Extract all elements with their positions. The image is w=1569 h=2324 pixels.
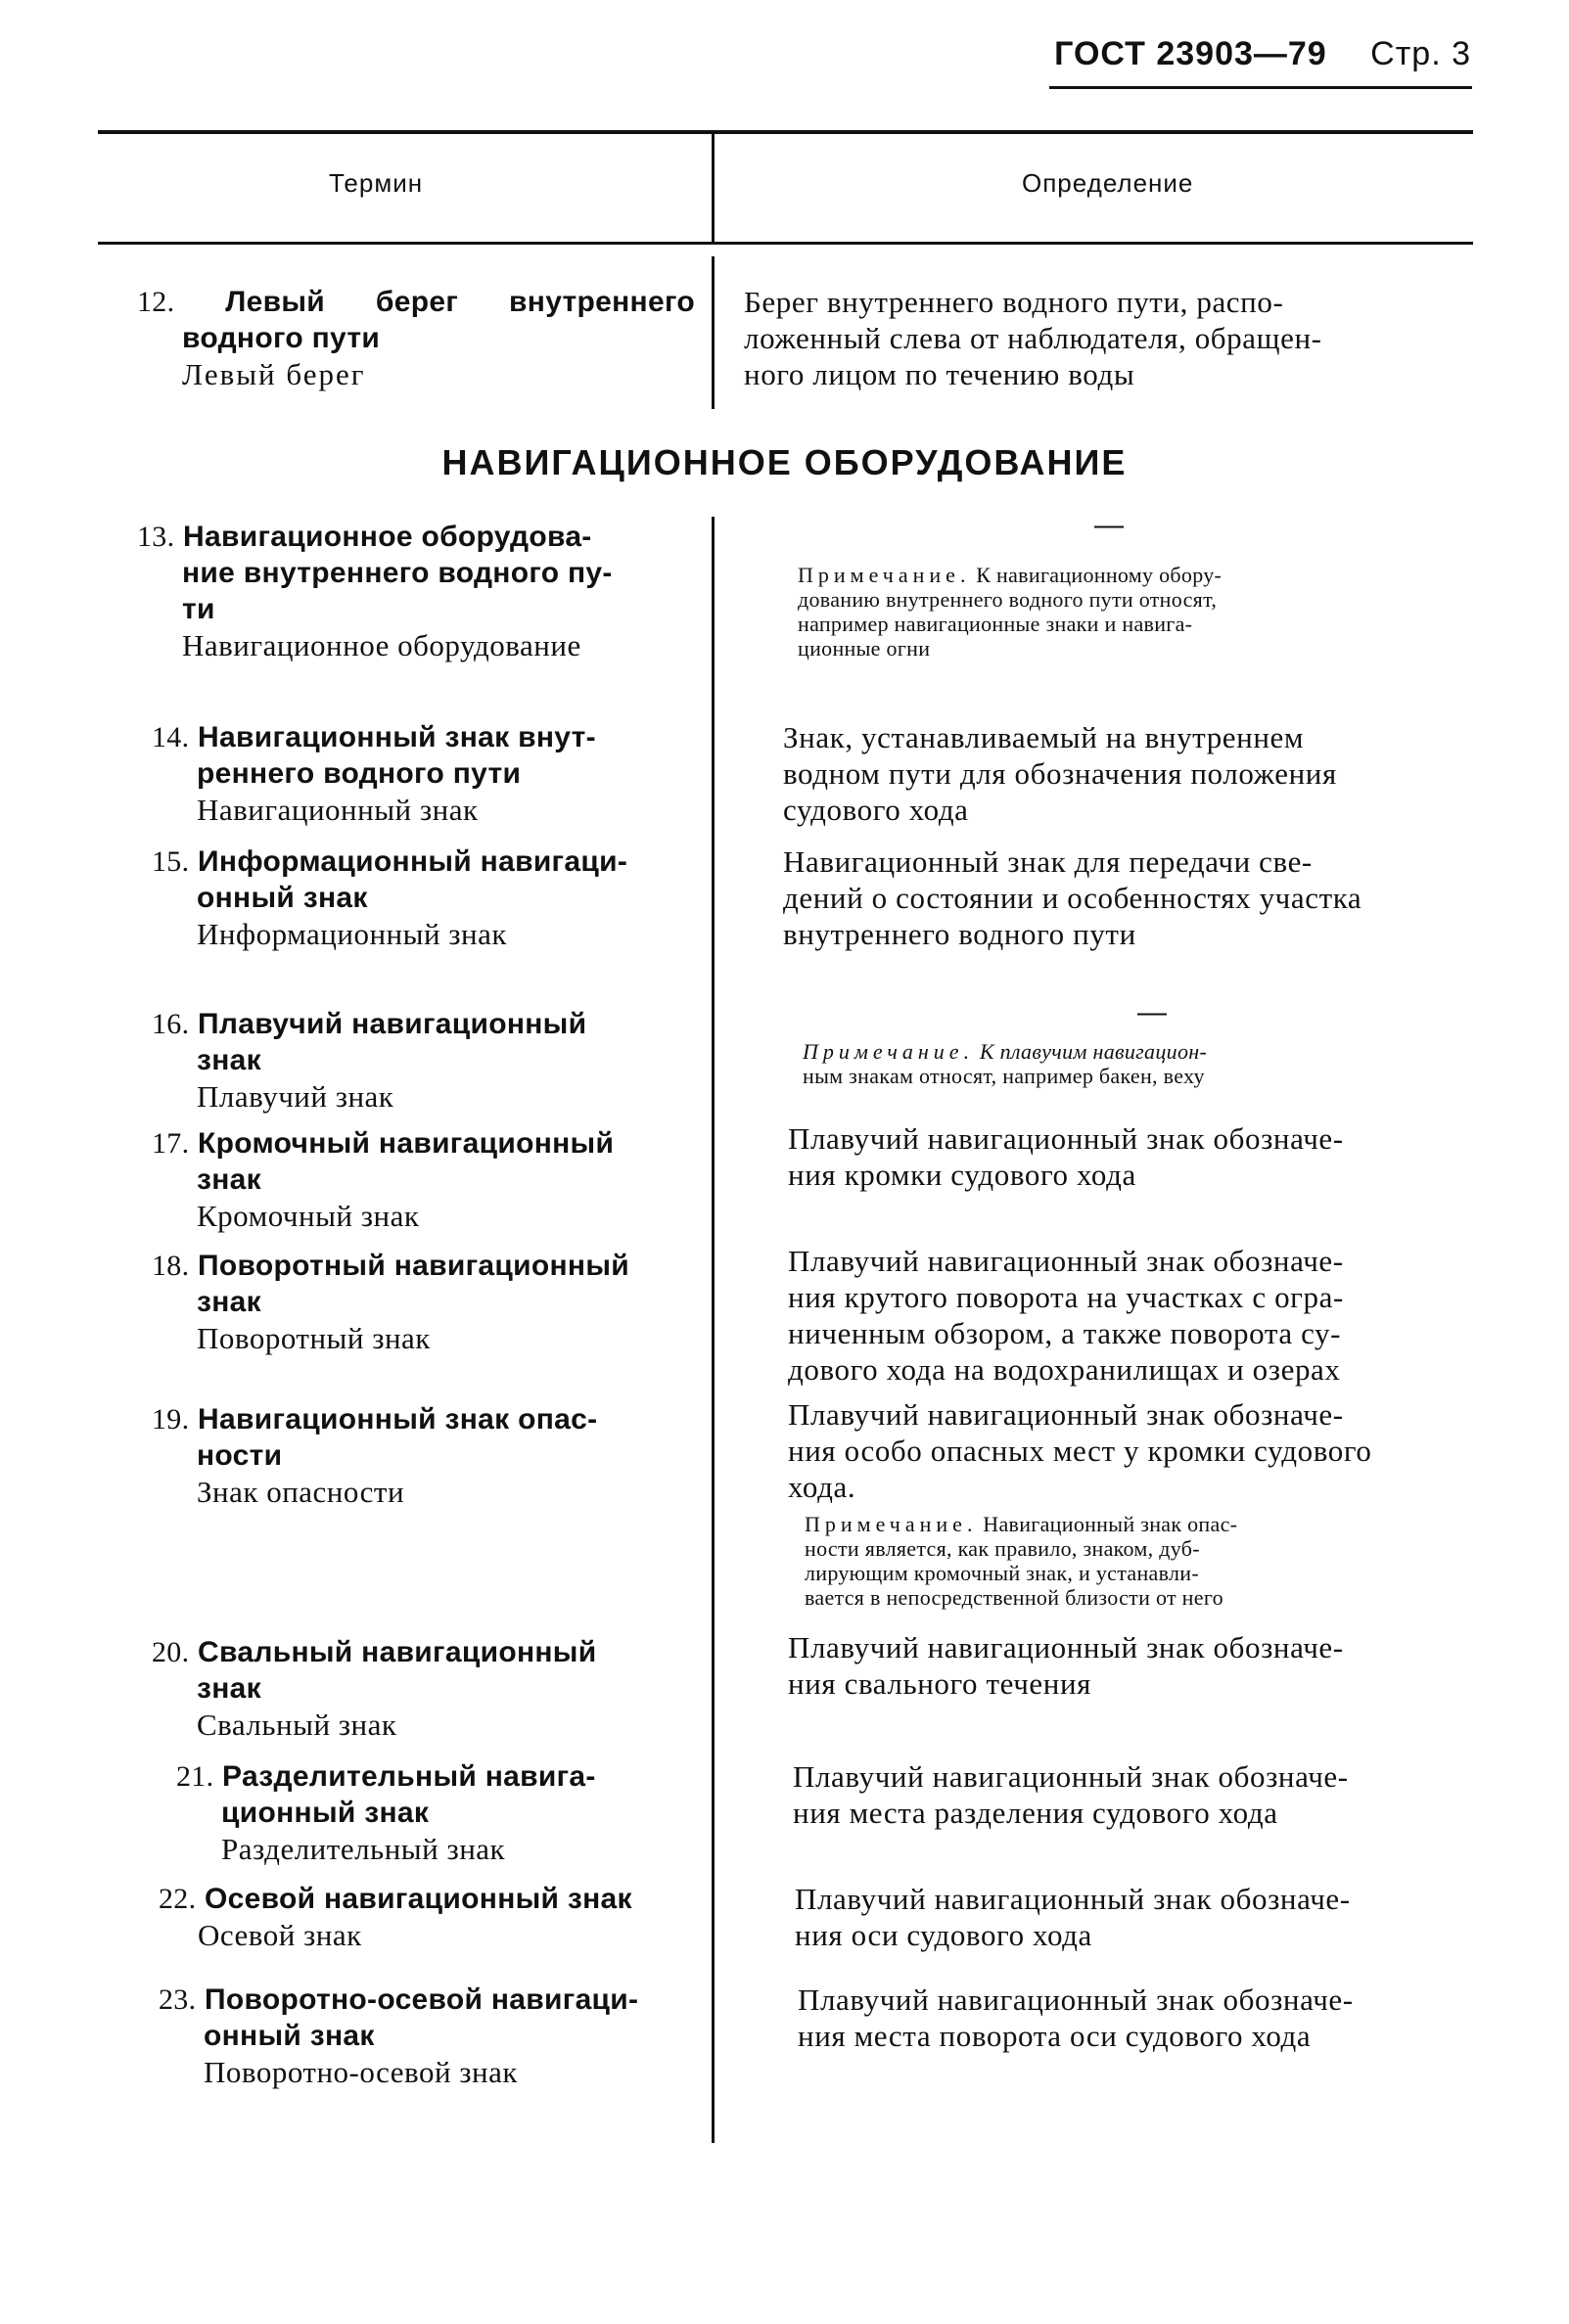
header-underline — [1049, 86, 1472, 89]
note-line: Примечание. К плавучим навигацион- — [803, 1039, 1208, 1064]
term-entry-14 — [152, 719, 710, 828]
definition-entry-19 — [788, 1396, 1537, 1505]
table-top-rule — [98, 130, 1473, 134]
term-short: Левый берег — [182, 357, 366, 391]
term-entry-20 — [152, 1634, 710, 1743]
note-line: например навигационные знаки и навига- — [798, 612, 1193, 636]
term-line: 12. Левый берег внутреннего — [137, 286, 695, 318]
note-label: Примечание. — [798, 563, 971, 587]
term-short: Плавучий знак — [197, 1079, 394, 1114]
note-line: Примечание. Навигационный знак опас- — [805, 1512, 1238, 1536]
term-line: реннего водного пути — [197, 757, 522, 790]
definition-line: ния крутого поворота на участках с огра- — [788, 1280, 1344, 1314]
definition-entry-17 — [788, 1120, 1537, 1193]
definition-line: Плавучий навигационный знак обозначе- — [793, 1759, 1349, 1794]
definition-line: дового хода на водохранилищах и озерах — [788, 1352, 1341, 1387]
term-line: знак — [197, 1672, 261, 1705]
definition-line: судового хода — [783, 793, 969, 827]
definition-entry-23 — [798, 1982, 1546, 2054]
definition-entry-12 — [744, 284, 1493, 392]
definition-entry-21 — [793, 1758, 1542, 1831]
column-divider-1 — [712, 256, 715, 409]
term-short: Свальный знак — [197, 1708, 397, 1742]
note-label: Примечание. — [803, 1039, 975, 1064]
definition-line: ния особо опасных мест у кромки судового — [788, 1434, 1372, 1468]
definition-entry-14 — [783, 719, 1532, 828]
term-entry-13 — [137, 519, 695, 663]
term-line: ние внутреннего водного пу- — [182, 557, 613, 589]
term-short: Поворотный знак — [197, 1321, 431, 1355]
standard-number: ГОСТ 23903—79 — [1054, 35, 1327, 72]
term-short: Навигационный знак — [197, 793, 479, 827]
term-line: 23. Поворотно-осевой навигаци- — [159, 1983, 639, 2016]
note-line: ным знакам относят, например бакен, веху — [803, 1064, 1205, 1088]
term-line: 18. Поворотный навигационный — [152, 1250, 630, 1282]
note-line: вается в непосредственной близости от него — [805, 1585, 1223, 1610]
term-line: 13. Навигационное оборудова- — [137, 521, 592, 553]
term-line: водного пути — [182, 322, 381, 354]
definition-line: внутреннего водного пути — [783, 917, 1136, 951]
term-line: 20. Свальный навигационный — [152, 1636, 597, 1668]
page-header — [1054, 35, 1471, 73]
term-line: знак — [197, 1044, 261, 1076]
definition-line: ного лицом по течению воды — [744, 357, 1135, 391]
term-line: 14. Навигационный знак внут- — [152, 721, 596, 753]
term-entry-15 — [152, 843, 710, 952]
term-line: 17. Кромочный навигационный — [152, 1127, 615, 1160]
definition-line: ния места разделения судового хода — [793, 1796, 1278, 1830]
term-entry-12 — [137, 284, 695, 392]
note-line: дованию внутреннего водного пути относят, — [798, 587, 1218, 612]
section-title: НАВИГАЦИОННОЕ ОБОРУДОВАНИЕ — [441, 442, 1128, 482]
definition-line: ния кромки судового хода — [788, 1158, 1136, 1192]
empty-definition-dash: — — [1137, 996, 1167, 1028]
page-number: Стр. 3 — [1370, 35, 1471, 72]
definition-line: Плавучий навигационный знак обозначе- — [788, 1397, 1344, 1432]
definition-line: водном пути для обозначения положения — [783, 756, 1337, 791]
definition-line: Знак, устанавливаемый на внутреннем — [783, 720, 1305, 754]
column-header-definition: Определение — [1022, 168, 1194, 198]
term-short: Навигационное оборудование — [182, 628, 581, 662]
note-label: Примечание. — [805, 1512, 978, 1536]
definition-line: Плавучий навигационный знак обозначе- — [795, 1882, 1351, 1916]
term-line: ционный знак — [221, 1797, 430, 1829]
note-line: Примечание. К навигационному обору- — [798, 563, 1223, 587]
definition-line: Навигационный знак для передачи све- — [783, 844, 1313, 879]
definition-line: ложенный слева от наблюдателя, обращен- — [744, 321, 1322, 355]
term-line: 15. Информационный навигаци- — [152, 845, 628, 878]
definition-line: ния оси судового хода — [795, 1918, 1092, 1952]
term-short: Поворотно-осевой знак — [204, 2055, 518, 2089]
empty-definition-dash: — — [1094, 509, 1124, 541]
definition-line: хода. — [788, 1470, 856, 1504]
term-line: 21. Разделительный навига- — [176, 1760, 596, 1793]
term-line: онный знак — [197, 882, 368, 914]
term-entry-18 — [152, 1248, 710, 1356]
note-entry-19 — [805, 1512, 1500, 1610]
note-entry-13 — [798, 563, 1493, 661]
definition-line: дений о состоянии и особенностях участка — [783, 881, 1362, 915]
column-header-term: Термин — [329, 168, 424, 198]
definition-entry-18 — [788, 1243, 1537, 1388]
definition-line: Плавучий навигационный знак обозначе- — [788, 1630, 1344, 1664]
definition-line: Берег внутреннего водного пути, распо- — [744, 285, 1284, 319]
definition-line: Плавучий навигационный знак обозначе- — [788, 1121, 1344, 1156]
term-short: Разделительный знак — [221, 1832, 506, 1866]
definition-line: ния места поворота оси судового хода — [798, 2019, 1312, 2053]
term-line: ности — [197, 1439, 283, 1472]
term-line: онный знак — [204, 2020, 375, 2052]
term-line: 19. Навигационный знак опас- — [152, 1403, 598, 1435]
term-entry-23 — [159, 1982, 716, 2090]
note-line: лирующим кромочный знак, и устанавли- — [805, 1561, 1199, 1585]
table-head-rule — [98, 242, 1473, 245]
definition-entry-22 — [795, 1881, 1544, 1953]
definition-line: Плавучий навигационный знак обозначе- — [798, 1982, 1354, 2017]
definition-line: ния свального течения — [788, 1666, 1092, 1701]
term-line: 16. Плавучий навигационный — [152, 1008, 587, 1040]
note-entry-16 — [803, 1039, 1498, 1088]
term-short: Осевой знак — [198, 1918, 362, 1952]
term-entry-22 — [159, 1881, 716, 1953]
term-line: знак — [197, 1286, 261, 1318]
term-line: 22. Осевой навигационный знак — [159, 1883, 632, 1915]
head-column-divider — [712, 134, 715, 242]
term-entry-21 — [176, 1758, 734, 1867]
definition-entry-15 — [783, 843, 1532, 952]
definition-line: Плавучий навигационный знак обозначе- — [788, 1244, 1344, 1278]
term-line: знак — [197, 1163, 261, 1196]
term-short: Знак опасности — [197, 1475, 405, 1509]
definition-line: ниченным обзором, а также поворота су- — [788, 1316, 1342, 1350]
term-line: ти — [182, 593, 215, 625]
term-short: Информационный знак — [197, 917, 507, 951]
note-line: ности является, как правило, знаком, дуб- — [805, 1536, 1200, 1561]
note-line: ционные огни — [798, 636, 931, 661]
definition-entry-20 — [788, 1629, 1537, 1702]
term-entry-16 — [152, 1006, 710, 1115]
term-short: Кромочный знак — [197, 1199, 420, 1233]
term-entry-17 — [152, 1125, 710, 1234]
term-entry-19 — [152, 1401, 710, 1510]
